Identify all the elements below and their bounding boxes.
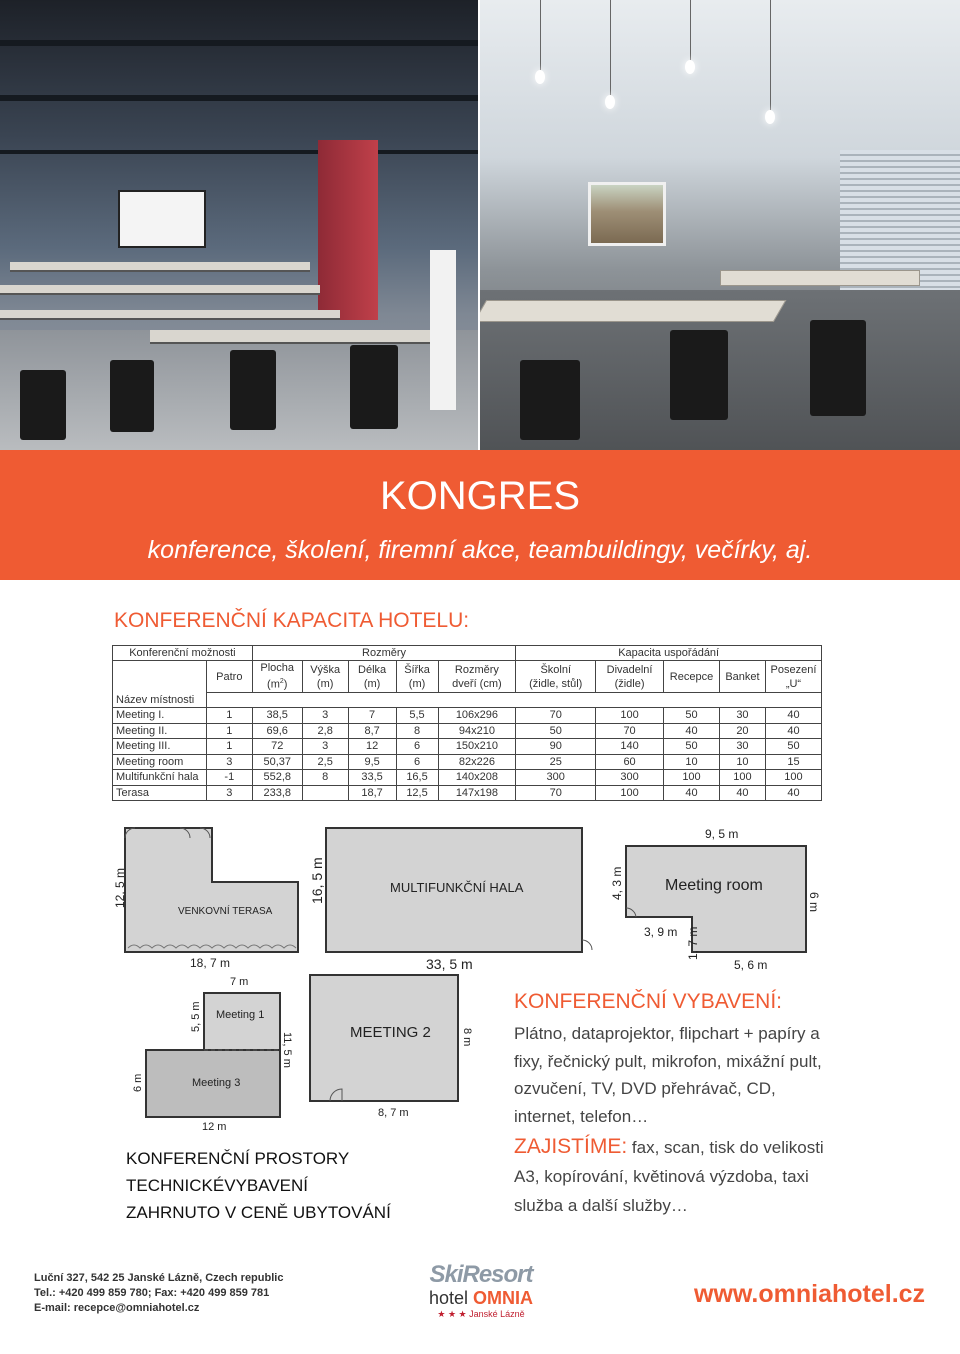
meeting-room-left: 4, 3 m [610, 866, 624, 900]
col-theatre-label: Divadelní [606, 663, 653, 676]
table-cell: 100 [719, 770, 765, 786]
orange-banner [0, 450, 960, 580]
included-line: KONFERENČNÍ PROSTORY [126, 1149, 350, 1168]
red-wall-panel [318, 140, 378, 320]
table-cell: 18,7 [348, 785, 396, 801]
included-line: TECHNICKÉVYBAVENÍ [126, 1176, 309, 1195]
services-line: fax, scan, tisk do velikosti [627, 1138, 824, 1157]
col-length [348, 661, 396, 693]
website-link[interactable]: www.omniahotel.cz [694, 1280, 926, 1308]
col-width-label: Šířka [404, 663, 430, 676]
services-highlight: ZAJISTÍME: [514, 1135, 628, 1158]
table-cell: 2,8 [302, 723, 348, 739]
pendant-lamp [605, 95, 615, 109]
table-cell: 25 [516, 754, 596, 770]
table-row [113, 739, 822, 755]
meeting-room-right: 6 m [807, 892, 821, 913]
room-name-cell: Meeting II. [113, 723, 207, 739]
plan-meeting-1-3 [132, 976, 293, 1133]
table-cell: 69,6 [252, 723, 302, 739]
photo-conference-hall [0, 0, 478, 450]
col-area-sup: 2 [279, 678, 284, 686]
table-cell: 50 [664, 708, 720, 724]
table-cell: 50,37 [252, 754, 302, 770]
plan-meeting-room [610, 827, 821, 972]
meeting-room-bottom: 5, 6 m [734, 958, 768, 972]
table-cell: 6 [396, 754, 438, 770]
col-reception: Recepce [664, 661, 720, 693]
meeting-2-height: 8 m [461, 1028, 473, 1047]
equipment-line: internet, telefon… [514, 1106, 649, 1126]
col-theatre [596, 661, 664, 693]
group-options-header: Konferenční možnosti [113, 646, 253, 661]
table-cell: 38,5 [252, 708, 302, 724]
capacity-table-body [113, 708, 822, 801]
table-cell: 40 [765, 708, 821, 724]
col-school-unit: (židle, stůl) [529, 677, 583, 690]
chair [810, 320, 866, 416]
meeting-1-3-total: 11, 5 m [281, 1032, 293, 1068]
plant-vase [430, 250, 456, 410]
table-cell: 72 [252, 739, 302, 755]
capacity-title: KONFERENČNÍ KAPACITA HOTELU: [114, 609, 470, 632]
table-cell: 1 [206, 723, 252, 739]
table-cell: 30 [719, 708, 765, 724]
table-cell: 70 [516, 708, 596, 724]
table-cell: 100 [596, 708, 664, 724]
services-line: služba a další služby… [514, 1196, 688, 1215]
footer-address: Luční 327, 542 25 Janské Lázně, Czech republic [34, 1272, 284, 1284]
equipment-line: Plátno, dataprojektor, flipchart + papíry a [514, 1024, 820, 1043]
pendant-lamp [685, 60, 695, 74]
col-height [302, 661, 348, 693]
col-school [516, 661, 596, 693]
meeting-1-height: 5, 5 m [190, 1001, 202, 1032]
header-photos [0, 0, 960, 450]
ceiling-beam [0, 40, 478, 46]
table-cell: 100 [596, 785, 664, 801]
terasa-label: VENKOVNÍ TERASA [178, 906, 273, 917]
banner-subtitle: konference, školení, firemní akce, teambuildingy, večírky, aj. [147, 536, 813, 564]
footer-phone: Tel.: +420 499 859 780; Fax: +420 499 859 781 [34, 1287, 270, 1299]
footer-contact [34, 1271, 283, 1316]
table-cell: 300 [596, 770, 664, 786]
meeting-3-height: 6 m [132, 1073, 144, 1092]
plan-terasa [113, 828, 298, 970]
meeting-room-top: 9, 5 m [705, 827, 739, 841]
hotel-logo [420, 1262, 542, 1332]
chair [110, 360, 154, 432]
table-cell: 7 [348, 708, 396, 724]
table-cell: 233,8 [252, 785, 302, 801]
chair [520, 360, 580, 440]
meeting-room-step-h: 1, 7 m [686, 926, 700, 960]
ceiling-beam [0, 150, 478, 154]
table-cell: 40 [719, 785, 765, 801]
table-cell: 82x226 [438, 754, 516, 770]
room-name-cell: Multifunkční hala [113, 770, 207, 786]
chair [230, 350, 276, 430]
table-cell: 15 [765, 754, 821, 770]
hala-label: MULTIFUNKČNÍ HALA [390, 880, 524, 895]
col-area [252, 661, 302, 693]
col-room-name: Název místnosti [113, 693, 207, 708]
table-cell: 60 [596, 754, 664, 770]
chair [20, 370, 66, 440]
equipment-line: fixy, řečnický pult, mikrofon, mixážní pult, [514, 1051, 822, 1071]
table-cell: 50 [765, 739, 821, 755]
table-row-photo [150, 330, 430, 344]
window-blinds [840, 150, 960, 290]
lamp-cord [690, 0, 691, 60]
meeting-room-label: Meeting room [665, 877, 763, 894]
col-width [396, 661, 438, 693]
col-height-unit: (m) [316, 677, 334, 690]
u-table [480, 300, 786, 322]
meeting-3-label: Meeting 3 [192, 1077, 241, 1089]
table-cell: 90 [516, 739, 596, 755]
col-area-end: ) [283, 678, 288, 691]
hala-height: 16, 5 m [309, 857, 325, 904]
table-cell: 147x198 [438, 785, 516, 801]
included-in-price [126, 1145, 391, 1226]
meeting-room-step: 3, 9 m [644, 925, 678, 939]
table-cell: 40 [664, 785, 720, 801]
table-row [113, 785, 822, 801]
col-patro: Patro [206, 661, 252, 693]
logo-stars: ★ ★ ★ Janské Lázně [437, 1309, 525, 1319]
banner-title: KONGRES [379, 474, 581, 518]
table-cell: 100 [664, 770, 720, 786]
capacity-table [112, 645, 822, 801]
projected-image [588, 182, 666, 246]
meeting-3-width: 12 m [202, 1121, 227, 1133]
meeting-1-width: 7 m [230, 976, 249, 988]
u-table [720, 270, 920, 286]
group-capacity-header: Kapacita uspořádání [516, 646, 822, 661]
table-row [113, 770, 822, 786]
logo-hotel-word: hotel [428, 1288, 469, 1308]
table-cell: 70 [596, 723, 664, 739]
room-name-cell: Meeting room [113, 754, 207, 770]
table-cell: 70 [516, 785, 596, 801]
table-cell: 20 [719, 723, 765, 739]
table-cell [302, 785, 348, 801]
table-row-photo [0, 285, 320, 295]
table-cell: 3 [206, 754, 252, 770]
table-row [113, 723, 822, 739]
table-cell: 552,8 [252, 770, 302, 786]
projection-screen [118, 190, 206, 248]
col-area-unit: (m [267, 678, 280, 691]
table-cell: 9,5 [348, 754, 396, 770]
table-cell: 33,5 [348, 770, 396, 786]
ceiling-beam [0, 95, 478, 101]
table-cell: 2,5 [302, 754, 348, 770]
meeting-2-width: 8, 7 m [378, 1107, 409, 1119]
col-door-label: Rozměry [454, 663, 499, 676]
table-cell: 150x210 [438, 739, 516, 755]
meeting-1-shape [204, 993, 280, 1050]
col-u-label: Posezení [770, 663, 817, 676]
empty-header-row [206, 693, 821, 708]
terasa-height: 12, 5 m [113, 867, 127, 908]
table-cell: 1 [206, 739, 252, 755]
footer-email[interactable]: E-mail: recepce@omniahotel.cz [34, 1302, 200, 1314]
table-cell: 8 [302, 770, 348, 786]
table-cell: 3 [302, 708, 348, 724]
table-cell: 40 [765, 723, 821, 739]
logo-skiresort: SkiResort [429, 1261, 533, 1288]
empty-header-cell [113, 661, 207, 693]
pendant-lamp [765, 110, 775, 124]
group-dims-header: Rozměry [252, 646, 516, 661]
photo-meeting-room [480, 0, 960, 450]
table-cell: 8,7 [348, 723, 396, 739]
col-door-unit: dveří (cm) [452, 677, 502, 690]
table-cell: 10 [664, 754, 720, 770]
room-name-cell: Meeting I. [113, 708, 207, 724]
table-cell: 50 [516, 723, 596, 739]
lamp-cord [540, 0, 541, 70]
table-cell: 140 [596, 739, 664, 755]
services-text [514, 1132, 859, 1220]
table-row-photo [10, 262, 310, 272]
table-cell: 94x210 [438, 723, 516, 739]
col-u-unit: „U“ [785, 677, 802, 690]
col-width-unit: (m) [408, 677, 426, 690]
table-cell: 12 [348, 739, 396, 755]
table-cell: 3 [302, 739, 348, 755]
equipment-title: KONFERENČNÍ VYBAVENÍ: [514, 990, 782, 1013]
meeting-2-label: MEETING 2 [350, 1024, 431, 1041]
table-cell: 12,5 [396, 785, 438, 801]
table-cell: 100 [765, 770, 821, 786]
terasa-width: 18, 7 m [190, 956, 231, 970]
lamp-cord [610, 0, 611, 95]
meeting-1-label: Meeting 1 [216, 1009, 265, 1021]
col-length-label: Délka [358, 663, 387, 676]
col-height-label: Výška [310, 663, 341, 676]
col-length-unit: (m) [363, 677, 381, 690]
table-row-photo [0, 310, 340, 320]
table-cell: 300 [516, 770, 596, 786]
table-cell: 6 [396, 739, 438, 755]
table-cell: -1 [206, 770, 252, 786]
pendant-lamp [535, 70, 545, 84]
col-area-label: Plocha [260, 662, 295, 675]
equipment-line: ozvučení, TV, DVD přehrávač, CD, [514, 1079, 776, 1098]
lamp-cord [770, 0, 771, 110]
table-row [113, 754, 822, 770]
door-arc [582, 940, 592, 950]
chair [350, 345, 398, 429]
table-cell: 40 [765, 785, 821, 801]
terasa-shape [125, 828, 298, 952]
col-door [438, 661, 516, 693]
plan-hala [309, 828, 592, 972]
col-school-label: Školní [540, 663, 572, 676]
col-theatre-unit: (židle) [614, 677, 645, 690]
table-cell: 16,5 [396, 770, 438, 786]
table-cell: 1 [206, 708, 252, 724]
table-row [113, 708, 822, 724]
equipment-text [514, 1020, 859, 1130]
col-u [765, 661, 821, 693]
room-name-cell: Terasa [113, 785, 207, 801]
table-cell: 106x296 [438, 708, 516, 724]
table-cell: 8 [396, 723, 438, 739]
table-cell: 50 [664, 739, 720, 755]
services-line: A3, kopírování, květinová výzdoba, taxi [514, 1167, 809, 1186]
table-cell: 3 [206, 785, 252, 801]
table-cell: 40 [664, 723, 720, 739]
table-cell: 30 [719, 739, 765, 755]
table-cell: 140x208 [438, 770, 516, 786]
room-name-cell: Meeting III. [113, 739, 207, 755]
included-line: ZAHRNUTO V CENĚ UBYTOVÁNÍ [126, 1203, 391, 1222]
col-banquet: Banket [719, 661, 765, 693]
table-cell: 10 [719, 754, 765, 770]
chair [670, 330, 728, 420]
logo-hotel-line [420, 1288, 542, 1308]
plan-meeting-2 [310, 975, 473, 1119]
hala-width: 33, 5 m [426, 956, 473, 972]
table-cell: 5,5 [396, 708, 438, 724]
logo-hotel-name: OMNIA [473, 1288, 534, 1308]
